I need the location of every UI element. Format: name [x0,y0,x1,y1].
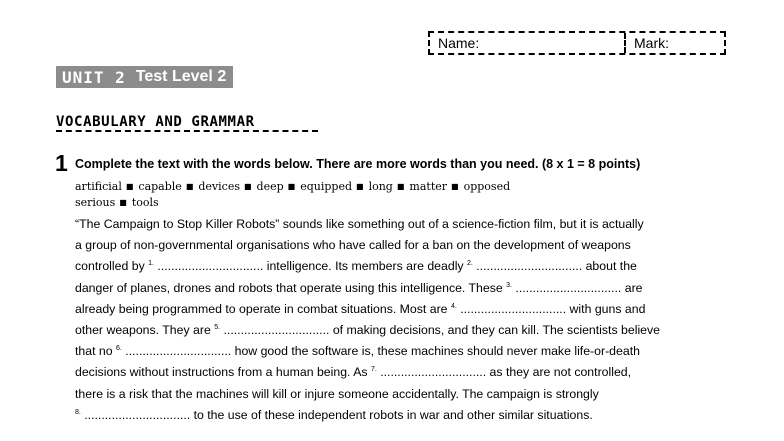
question-number: 1 [55,150,68,176]
name-label: Name: [438,35,480,51]
passage-line [75,299,675,320]
gap-number: 2. [467,260,473,268]
word-bank-item: serious [75,195,116,209]
passage-text-segment: decisions without instructions from a human being. As [75,365,371,380]
gap-number: 5. [214,324,221,332]
section-title: VOCABULARY AND GRAMMAR [56,114,255,130]
word-bank-item: capable [138,180,182,193]
word-bank-item: matter [409,180,448,193]
bullet-separator-icon: ■ [356,182,364,191]
passage-line [75,256,675,277]
word-bank [75,180,555,211]
answer-blank[interactable]: ............................... [220,323,330,338]
passage-line [75,214,675,235]
question-instruction: Complete the text with the words below. There are more words than you need. (8 x 1 = 8 points) [75,157,641,171]
section-divider [56,130,318,132]
passage-line [75,384,675,405]
passage-line [75,362,675,383]
mark-label: Mark: [634,35,669,51]
passage-text-segment: a group of non-governmental organisations who have called for a ban on the development of weapons [75,238,631,253]
passage-text-segment: of making decisions, and they can kill. The scientists believe [329,323,660,338]
word-bank-item: artificial [75,180,122,193]
passage-text-segment: about the [582,259,637,274]
word-bank-item: deep [256,180,284,193]
gap-number: 4. [450,302,457,310]
passage-line [75,235,675,256]
passage-text-segment: to the use of these independent robots in war and other similar situations. [190,407,593,422]
gap-number: 6. [116,345,122,353]
bullet-separator-icon: ■ [125,182,134,191]
passage-text-segment: controlled by [75,259,149,274]
answer-blank[interactable]: ............................... [376,365,487,380]
gap-number: 3. [506,281,512,289]
gap-number: 1. [148,260,154,268]
answer-blank[interactable]: ............................... [80,407,191,422]
passage-line [75,278,675,299]
passage-text-segment: as they are not controlled, [486,365,632,380]
word-bank-item: opposed [463,180,511,193]
name-mark-box [428,31,726,55]
name-field[interactable] [430,33,626,53]
word-bank-item: tools [131,195,159,209]
passage-text-segment: intelligence. Its members are deadly [263,259,467,274]
passage-line [75,320,675,341]
passage-text-segment: already being programmed to operate in combat situations. Most are [75,301,451,316]
unit-label: UNIT 2 [62,67,126,87]
answer-blank[interactable]: ............................... [511,280,622,295]
passage-text-segment: that no [75,344,117,359]
answer-blank[interactable]: ............................... [472,259,583,274]
gap-number: 7. [370,366,377,374]
bullet-separator-icon: ■ [396,182,405,191]
bullet-separator-icon: ■ [243,182,252,191]
passage-line [75,405,675,426]
unit-badge [56,66,233,88]
word-bank-item: long [368,180,393,193]
passage-text-segment: how good the software is, these machines should never make life-or-death [231,344,640,359]
passage-line [75,341,675,362]
word-bank-item: devices [198,180,240,193]
bullet-separator-icon: ■ [119,197,127,207]
passage-text [75,214,675,426]
word-bank-item: equipped [300,180,353,193]
bullet-separator-icon: ■ [185,182,194,191]
mark-field[interactable] [626,33,669,53]
bullet-separator-icon: ■ [287,182,296,191]
gap-number: 8. [75,408,81,416]
level-label: Test Level 2 [135,68,227,85]
passage-text-segment: other weapons. They are [75,323,215,338]
passage-text-segment: there is a risk that the machines will kill or injure someone accidentally. The campaign is strongly [75,386,599,401]
bullet-separator-icon: ■ [451,182,459,191]
answer-blank[interactable]: ............................... [153,259,264,274]
passage-text-segment: with guns and [566,301,646,316]
answer-blank[interactable]: ............................... [456,301,567,316]
passage-text-segment: are [621,280,643,295]
answer-blank[interactable]: ............................... [121,344,232,359]
passage-text-segment: “The Campaign to Stop Killer Robots” sounds like something out of a science-fiction film, but it is actually [75,217,644,231]
passage-text-segment: danger of planes, drones and robots that operate using this intelligence. These [75,280,507,295]
